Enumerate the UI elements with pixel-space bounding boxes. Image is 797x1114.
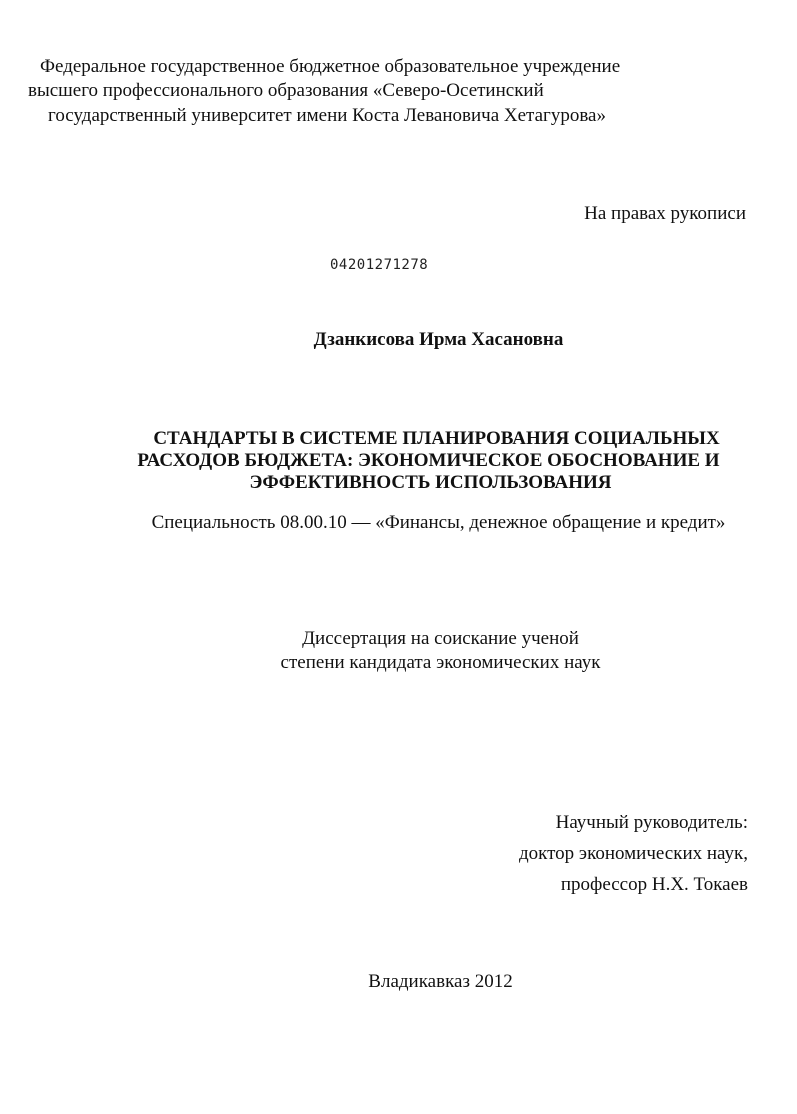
document-code: 04201271278: [330, 257, 429, 273]
institution-line-1: Федеральное государственное бюджетное образовательное учреждение: [40, 56, 621, 77]
supervisor-name: профессор Н.Х. Токаев: [560, 874, 748, 895]
thesis-title-line-2: РАСХОДОВ БЮДЖЕТА: ЭКОНОМИЧЕСКОЕ ОБОСНОВАНИЕ И: [137, 450, 720, 471]
thesis-title-line-1: СТАНДАРТЫ В СИСТЕМЕ ПЛАНИРОВАНИЯ СОЦИАЛЬНЫХ: [153, 428, 720, 449]
dissertation-line-2: степени кандидата экономических наук: [280, 652, 601, 673]
specialty: Специальность 08.00.10 — «Финансы, денежное обращение и кредит»: [151, 512, 726, 533]
rights-note: На правах рукописи: [584, 203, 746, 224]
city-year: Владикавказ 2012: [368, 971, 513, 992]
dissertation-line-1: Диссертация на соискание ученой: [302, 628, 579, 649]
institution-line-2: высшего профессионального образования «Северо-Осетинский: [28, 80, 544, 101]
supervisor-heading: Научный руководитель:: [555, 812, 748, 833]
thesis-title-line-3: ЭФФЕКТИВНОСТЬ ИСПОЛЬЗОВАНИЯ: [249, 472, 612, 493]
supervisor-degree: доктор экономических наук,: [518, 843, 748, 864]
author-name: Дзанкисова Ирма Хасановна: [313, 329, 564, 350]
institution-line-3: государственный университет имени Коста Левановича Хетагурова»: [48, 105, 606, 126]
